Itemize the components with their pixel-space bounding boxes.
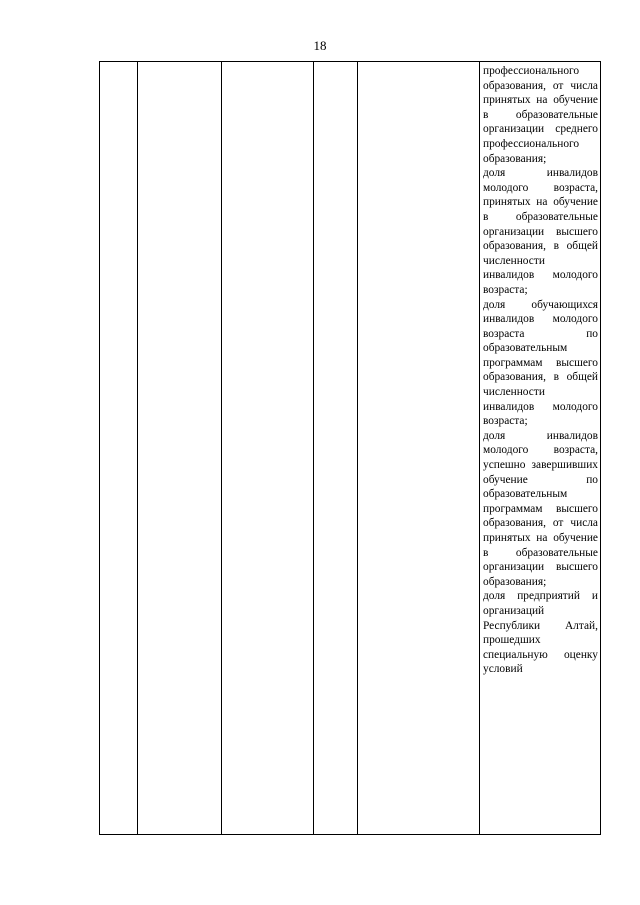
table-cell-col-5 bbox=[358, 62, 480, 835]
table-row bbox=[100, 62, 601, 835]
indicators-text: профессионального образования, от числа принятых на обучение в образовательные организации среднего профессионального образования; доля инвалидов молодого возраста, принятых на обучение в образовательные организации высшего образования, в общей численности инвалидов молодого возраста; доля обучающихся инвалидов молодого возраста по образовательным программам высшего образования, в общей численности инвалидов молодого возраста; доля инвалидов молодого возраста, успешно завершивших обучение по образовательным программам высшего образования, от числа принятых на обучение в образовательные организации высшего образования; доля предприятий и организаций Республики Алтай, прошедших специальную оценку условий bbox=[483, 65, 598, 676]
table-cell-col-4 bbox=[314, 62, 358, 835]
table-cell-col-2 bbox=[138, 62, 222, 835]
table-cell-col-1 bbox=[100, 62, 138, 835]
table-cell-col-3 bbox=[222, 62, 314, 835]
document-table bbox=[99, 61, 601, 835]
page-number: 18 bbox=[313, 38, 327, 53]
table-cell-col-6 bbox=[480, 62, 601, 835]
